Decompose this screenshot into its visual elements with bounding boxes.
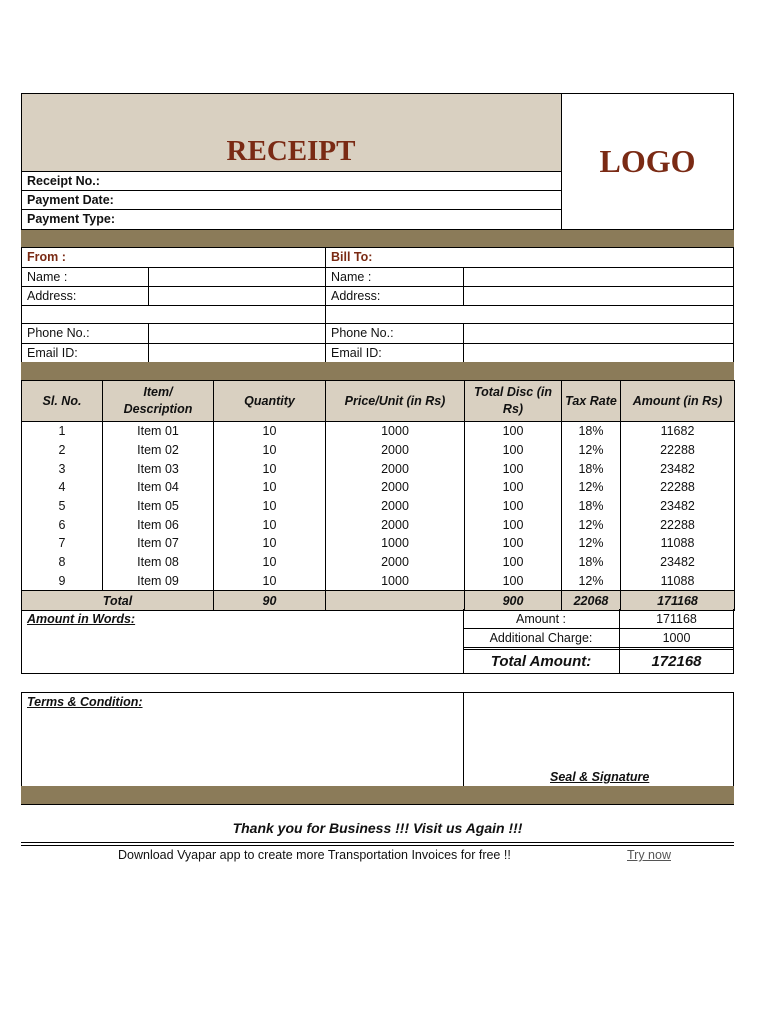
- from-phone-label: Phone No.:: [27, 326, 90, 340]
- table-row: [22, 478, 735, 497]
- cell-sl-no: 7: [22, 534, 103, 553]
- total-disc: 900: [465, 591, 562, 611]
- cell-amount: 11088: [621, 534, 735, 553]
- cell-disc: 100: [465, 441, 562, 460]
- table-row: [22, 515, 735, 534]
- table-row: [22, 441, 735, 460]
- total-quantity: 90: [214, 591, 326, 611]
- cell-tax-rate: 12%: [562, 534, 621, 553]
- divider-band: [21, 786, 734, 805]
- cell-price: 1000: [326, 534, 465, 553]
- terms-label: Terms & Condition:: [27, 695, 143, 709]
- cell-amount: 11088: [621, 572, 735, 591]
- try-now-link[interactable]: Try now: [627, 848, 671, 862]
- cell-item-desc: Item 07: [103, 534, 214, 553]
- additional-charge-label: Additional Charge:: [489, 631, 593, 645]
- cell-price: 2000: [326, 441, 465, 460]
- logo-placeholder: LOGO: [599, 143, 696, 179]
- cell-disc: 100: [465, 534, 562, 553]
- cell-disc: 100: [465, 515, 562, 534]
- cell-disc: 100: [465, 572, 562, 591]
- cell-sl-no: 6: [22, 515, 103, 534]
- cell-amount: 22288: [621, 441, 735, 460]
- cell-item-desc: Item 01: [103, 422, 214, 441]
- cell-price: 1000: [326, 422, 465, 441]
- table-row: [22, 534, 735, 553]
- cell-price: 2000: [326, 478, 465, 497]
- cell-disc: 100: [465, 553, 562, 572]
- table-row: [22, 553, 735, 572]
- thank-you-message: Thank you for Business !!! Visit us Again !!!: [232, 820, 523, 836]
- cell-amount: 23482: [621, 553, 735, 572]
- cell-quantity: 10: [214, 515, 326, 534]
- from-email-label: Email ID:: [27, 346, 78, 360]
- bill-to-name-label: Name :: [331, 270, 372, 284]
- amount-label: Amount :: [515, 612, 567, 626]
- payment-type-label: Payment Type:: [27, 212, 115, 226]
- cell-disc: 100: [465, 459, 562, 478]
- from-name-label: Name :: [27, 270, 68, 284]
- total-amount: 171168: [621, 591, 735, 611]
- total-label: Total: [22, 591, 214, 611]
- cell-sl-no: 8: [22, 553, 103, 572]
- table-row: [22, 459, 735, 478]
- table-row: [22, 422, 735, 441]
- col-header-quantity: Quantity: [214, 381, 326, 422]
- bill-to-email-label: Email ID:: [331, 346, 382, 360]
- total-tax: 22068: [562, 591, 621, 611]
- from-address-label: Address:: [27, 289, 77, 303]
- cell-sl-no: 4: [22, 478, 103, 497]
- cell-price: 2000: [326, 553, 465, 572]
- col-header-amount: Amount (in Rs): [621, 381, 735, 422]
- divider-band: [21, 362, 734, 380]
- cell-quantity: 10: [214, 441, 326, 460]
- promo-text: Download Vyapar app to create more Transportation Invoices for free !!: [118, 848, 511, 862]
- cell-amount: 22288: [621, 515, 735, 534]
- cell-quantity: 10: [214, 553, 326, 572]
- seal-signature-label: Seal & Signature: [550, 770, 650, 784]
- cell-quantity: 10: [214, 534, 326, 553]
- col-header-sl-no: Sl. No.: [22, 381, 103, 422]
- cell-disc: 100: [465, 497, 562, 516]
- cell-quantity: 10: [214, 497, 326, 516]
- col-header-price: Price/Unit (in Rs): [326, 381, 465, 422]
- cell-item-desc: Item 04: [103, 478, 214, 497]
- cell-quantity: 10: [214, 572, 326, 591]
- cell-sl-no: 1: [22, 422, 103, 441]
- col-header-disc: Total Disc (in Rs): [465, 381, 562, 422]
- total-row: [22, 591, 735, 611]
- cell-tax-rate: 12%: [562, 515, 621, 534]
- cell-price: 2000: [326, 515, 465, 534]
- cell-quantity: 10: [214, 459, 326, 478]
- table-row: [22, 497, 735, 516]
- amount-in-words-label: Amount in Words:: [27, 612, 136, 626]
- col-header-tax: Tax Rate: [562, 381, 621, 422]
- cell-quantity: 10: [214, 422, 326, 441]
- cell-sl-no: 5: [22, 497, 103, 516]
- cell-amount: 22288: [621, 478, 735, 497]
- cell-amount: 23482: [621, 459, 735, 478]
- cell-item-desc: Item 08: [103, 553, 214, 572]
- cell-item-desc: Item 03: [103, 459, 214, 478]
- total-amount-value: 172168: [651, 653, 702, 670]
- cell-amount: 11682: [621, 422, 735, 441]
- additional-charge-value: 1000: [662, 631, 691, 645]
- amount-value: 171168: [656, 612, 697, 626]
- cell-tax-rate: 12%: [562, 441, 621, 460]
- total-amount-label: Total Amount:: [490, 653, 592, 670]
- cell-sl-no: 9: [22, 572, 103, 591]
- col-header-item: Item/ Description: [103, 381, 214, 422]
- payment-date-label: Payment Date:: [27, 193, 114, 207]
- divider-band: [21, 229, 734, 248]
- items-table: [21, 380, 735, 611]
- cell-item-desc: Item 05: [103, 497, 214, 516]
- cell-tax-rate: 18%: [562, 553, 621, 572]
- bill-to-phone-label: Phone No.:: [331, 326, 394, 340]
- cell-disc: 100: [465, 478, 562, 497]
- from-title: From :: [27, 250, 66, 264]
- cell-tax-rate: 18%: [562, 497, 621, 516]
- bill-to-address-label: Address:: [331, 289, 381, 303]
- cell-tax-rate: 12%: [562, 478, 621, 497]
- cell-price: 2000: [326, 459, 465, 478]
- cell-item-desc: Item 06: [103, 515, 214, 534]
- cell-amount: 23482: [621, 497, 735, 516]
- cell-item-desc: Item 09: [103, 572, 214, 591]
- cell-quantity: 10: [214, 478, 326, 497]
- cell-sl-no: 3: [22, 459, 103, 478]
- cell-tax-rate: 18%: [562, 459, 621, 478]
- cell-price: 2000: [326, 497, 465, 516]
- cell-price: 1000: [326, 572, 465, 591]
- receipt-title: RECEIPT: [226, 135, 356, 167]
- cell-tax-rate: 12%: [562, 572, 621, 591]
- cell-tax-rate: 18%: [562, 422, 621, 441]
- table-row: [22, 572, 735, 591]
- cell-item-desc: Item 02: [103, 441, 214, 460]
- cell-sl-no: 2: [22, 441, 103, 460]
- cell-disc: 100: [465, 422, 562, 441]
- bill-to-title: Bill To:: [331, 250, 373, 264]
- receipt-no-label: Receipt No.:: [27, 174, 100, 188]
